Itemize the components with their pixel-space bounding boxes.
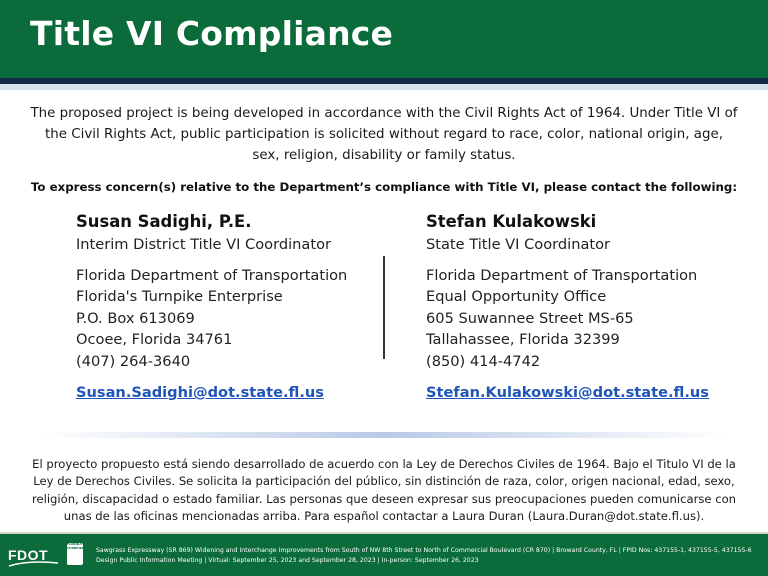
footer-line-project: Sawgrass Expressway (SR 869) Widening and Interchange Improvements from South of NW 8th Street to North of Commercial Boulevard (CR 870) | Broward County, FL | FPID Nos: 437155-1, 437155-5, 437155-6	[96, 547, 752, 554]
footer-project-info	[96, 546, 752, 566]
contact-role: State Title VI Coordinator	[426, 236, 611, 253]
contact-city-line: Ocoee, Florida 34761	[76, 331, 233, 348]
contact-role: Interim District Title VI Coordinator	[76, 236, 332, 253]
header-band	[0, 0, 768, 78]
fdot-swoosh-icon	[8, 560, 60, 568]
section-separator	[40, 432, 728, 438]
turnpike-logo	[67, 543, 83, 565]
contact-divider	[383, 256, 385, 359]
contact-name: Stefan Kulakowski	[426, 212, 597, 231]
fdot-logo: FDOT	[8, 547, 49, 563]
turnpike-logo-text: FLORIDA'S TURNPIKE	[67, 542, 85, 550]
footer-line-meeting: Design Public Information Meeting | Virtual: September 25, 2023 and September 28, 2023 | In-person: September 26, 2023	[96, 557, 479, 564]
intro-paragraph: The proposed project is being developed in accordance with the Civil Rights Act of 1964. Under Title VI of the Civil Rights Act, public participation is solicited without regard to race, color, national origin, age, sex, religion, disability or family status.	[30, 106, 738, 163]
contact-organization: Florida Department of Transportation	[76, 266, 348, 284]
page-title: Title VI Compliance	[30, 14, 394, 53]
contact-name: Susan Sadighi, P.E.	[76, 212, 252, 231]
contact-phone: (850) 414-4742	[426, 352, 541, 370]
footer-band	[0, 534, 768, 576]
contact-email-link[interactable]: Susan.Sadighi@dot.state.fl.us	[76, 384, 324, 401]
contact-instruction: To express concern(s) relative to the Department’s compliance with Title VI, please contact the following:	[30, 180, 738, 194]
contact-organization: Florida Department of Transportation	[426, 266, 698, 284]
contact-city-line: Tallahassee, Florida 32399	[426, 331, 620, 348]
contact-address-line: 605 Suwannee Street MS-65	[426, 309, 634, 327]
contact-address-line: P.O. Box 613069	[76, 309, 195, 327]
spanish-paragraph: El proyecto propuesto está siendo desarrollado de acuerdo con la Ley de Derechos Civiles de 1964. Bajo el Titulo VI de la Ley de Derechos Civiles. Se solicita la participación del público, sin distinción de raza, color, origen nacional, edad, sexo, religión, discapacidad o estado familiar. Las personas que deseen expresar sus preocupaciones pueden comunicarse con unas de las oficinas mencionadas arriba. Para español contactar a Laura Duran (Laura.Duran@dot.state.fl.us).	[31, 457, 737, 524]
contact-email-link[interactable]: Stefan.Kulakowski@dot.state.fl.us	[426, 384, 709, 401]
contact-office: Equal Opportunity Office	[426, 288, 607, 305]
contact-card-state	[426, 209, 746, 404]
contact-phone: (407) 264-3640	[76, 352, 191, 370]
contact-card-district	[76, 209, 366, 404]
contact-office: Florida's Turnpike Enterprise	[76, 288, 283, 305]
header-stripe-light	[0, 84, 768, 90]
